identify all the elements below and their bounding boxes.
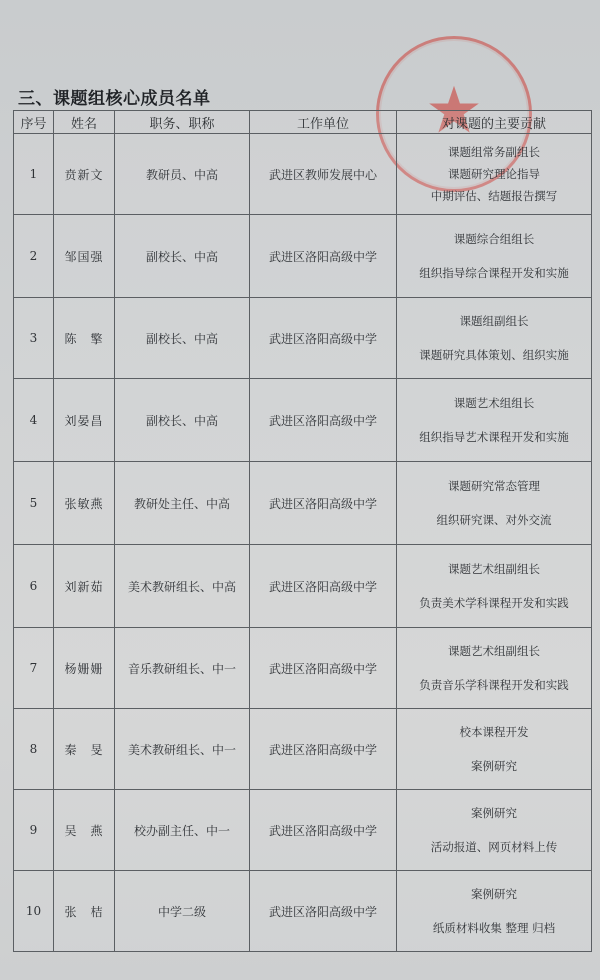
cell-unit: 武进区洛阳高级中学	[250, 298, 397, 379]
cell-contribution	[397, 462, 592, 545]
contribution-line: 负责音乐学科课程开发和实践	[419, 678, 569, 692]
contribution-line: 案例研究	[471, 887, 517, 901]
cell-unit: 武进区洛阳高级中学	[250, 215, 397, 298]
cell-title: 副校长、中高	[115, 298, 250, 379]
cell-contribution	[397, 709, 592, 790]
table-row	[14, 379, 592, 462]
table-header-row	[14, 111, 592, 134]
section-title: 三、课题组核心成员名单	[18, 89, 211, 109]
table-row	[14, 215, 592, 298]
contribution-line: 中期评估、结题报告撰写	[430, 189, 558, 203]
cell-name: 邹国强	[54, 215, 115, 298]
contribution-line: 组织指导综合课程开发和实施	[419, 266, 569, 280]
table-row	[14, 134, 592, 215]
contribution-line: 课题研究常态管理	[448, 479, 540, 493]
cell-name: 张敏燕	[54, 462, 115, 545]
contribution-line: 负责美术学科课程开发和实践	[419, 596, 569, 610]
cell-number: 6	[14, 545, 54, 628]
cell-title: 美术教研组长、中一	[115, 709, 250, 790]
header-title: 职务、职称	[115, 111, 250, 134]
cell-unit: 武进区洛阳高级中学	[250, 379, 397, 462]
cell-title: 美术教研组长、中高	[115, 545, 250, 628]
cell-unit: 武进区洛阳高级中学	[250, 628, 397, 709]
member-table	[13, 110, 592, 952]
contribution-line: 课题研究理论指导	[448, 167, 540, 181]
cell-contribution	[397, 134, 592, 215]
cell-title: 副校长、中高	[115, 379, 250, 462]
contribution-line: 组织指导艺术课程开发和实施	[419, 430, 569, 444]
cell-name: 杨姗姗	[54, 628, 115, 709]
header-name: 姓名	[54, 111, 115, 134]
header-number: 序号	[14, 111, 54, 134]
contribution-line: 课题艺术组副组长	[448, 562, 540, 576]
cell-title: 校办副主任、中一	[115, 790, 250, 871]
cell-title: 教研处主任、中高	[115, 462, 250, 545]
cell-unit: 武进区洛阳高级中学	[250, 462, 397, 545]
cell-name: 张 桔	[54, 871, 115, 952]
table-row	[14, 462, 592, 545]
contribution-line: 组织研究课、对外交流	[436, 513, 552, 527]
cell-name: 吴 燕	[54, 790, 115, 871]
cell-contribution	[397, 545, 592, 628]
header-unit: 工作单位	[250, 111, 397, 134]
cell-name: 贲新文	[54, 134, 115, 215]
cell-contribution	[397, 379, 592, 462]
cell-title: 中学二级	[115, 871, 250, 952]
contribution-line: 活动报道、网页材料上传	[430, 840, 558, 854]
cell-unit: 武进区洛阳高级中学	[250, 790, 397, 871]
cell-title: 音乐教研组长、中一	[115, 628, 250, 709]
table-row	[14, 545, 592, 628]
contribution-line: 校本课程开发	[459, 725, 529, 739]
table-row	[14, 790, 592, 871]
table-row	[14, 871, 592, 952]
cell-number: 7	[14, 628, 54, 709]
cell-number: 9	[14, 790, 54, 871]
cell-name: 秦 旻	[54, 709, 115, 790]
contribution-line: 课题综合组组长	[453, 232, 535, 246]
cell-number: 3	[14, 298, 54, 379]
cell-number: 5	[14, 462, 54, 545]
table-row	[14, 628, 592, 709]
cell-number: 4	[14, 379, 54, 462]
cell-number: 1	[14, 134, 54, 215]
cell-name: 刘晏昌	[54, 379, 115, 462]
cell-contribution	[397, 215, 592, 298]
table-row	[14, 298, 592, 379]
header-contribution: 对课题的主要贡献	[397, 111, 592, 134]
cell-title: 副校长、中高	[115, 215, 250, 298]
cell-unit: 武进区洛阳高级中学	[250, 709, 397, 790]
table-row	[14, 709, 592, 790]
cell-name: 刘新茹	[54, 545, 115, 628]
contribution-line: 课题组常务副组长	[448, 145, 540, 159]
cell-number: 8	[14, 709, 54, 790]
cell-name: 陈 擎	[54, 298, 115, 379]
cell-unit: 武进区教师发展中心	[250, 134, 397, 215]
cell-number: 2	[14, 215, 54, 298]
cell-unit: 武进区洛阳高级中学	[250, 871, 397, 952]
contribution-line: 课题研究具体策划、组织实施	[419, 348, 569, 362]
cell-contribution	[397, 790, 592, 871]
cell-title: 教研员、中高	[115, 134, 250, 215]
cell-contribution	[397, 298, 592, 379]
cell-contribution	[397, 628, 592, 709]
contribution-line: 课题艺术组副组长	[448, 644, 540, 658]
cell-contribution	[397, 871, 592, 952]
cell-number: 10	[14, 871, 54, 952]
contribution-line: 案例研究	[471, 806, 517, 820]
contribution-line: 课题组副组长	[459, 314, 529, 328]
cell-unit: 武进区洛阳高级中学	[250, 545, 397, 628]
contribution-line: 课题艺术组组长	[453, 396, 535, 410]
contribution-line: 纸质材料收集 整理 归档	[432, 921, 556, 935]
contribution-line: 案例研究	[471, 759, 517, 773]
